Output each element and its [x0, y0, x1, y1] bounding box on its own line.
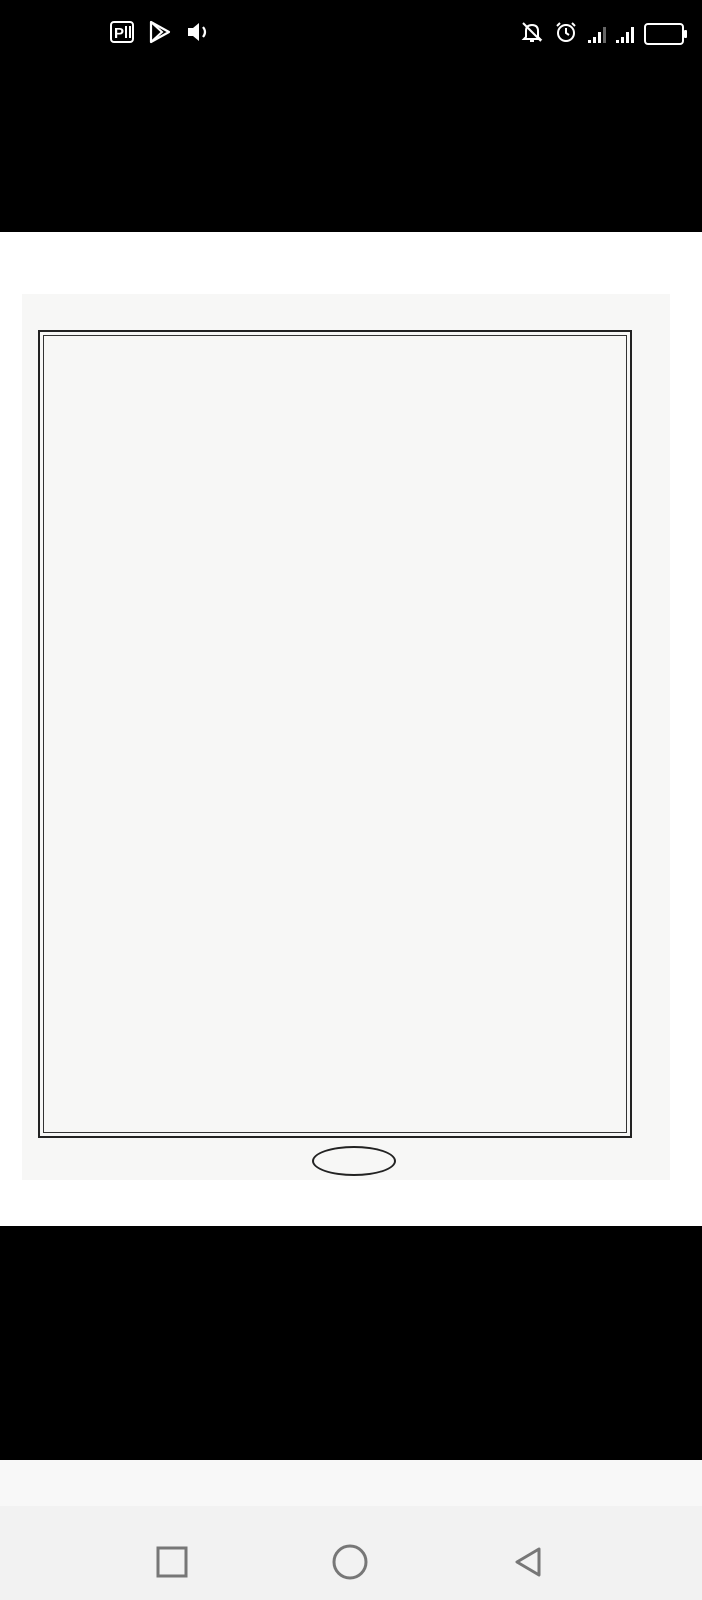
- status-notification-icons: [110, 20, 212, 48]
- navigation-bar: [0, 1460, 702, 1600]
- back-button[interactable]: [508, 1542, 548, 1582]
- play-store-icon: [148, 20, 172, 48]
- volume-icon: [186, 20, 212, 48]
- prayer-text: [50, 346, 616, 366]
- home-button[interactable]: [330, 1542, 370, 1582]
- signal-strength-2-icon: [616, 25, 634, 43]
- circle-icon: [331, 1543, 369, 1581]
- notifications-off-icon: [520, 20, 544, 48]
- status-bar: [0, 0, 702, 70]
- parking-app-icon: [110, 21, 134, 47]
- floral-border-top: [30, 296, 662, 326]
- document-page-image: [22, 294, 670, 1180]
- page-number: [312, 1146, 396, 1176]
- battery-icon: [644, 23, 684, 45]
- svg-text:P: P: [114, 25, 125, 42]
- alarm-icon: [554, 20, 578, 48]
- recents-button[interactable]: [152, 1542, 192, 1582]
- square-icon: [155, 1545, 189, 1579]
- triangle-back-icon: [511, 1545, 545, 1579]
- floral-border-side: [636, 334, 666, 1140]
- page-frame: [38, 330, 632, 1138]
- image-viewer[interactable]: [0, 232, 702, 1226]
- signal-strength-1-icon: [588, 25, 606, 43]
- status-system-icons: [520, 20, 684, 48]
- nav-top-strip: [0, 1460, 702, 1506]
